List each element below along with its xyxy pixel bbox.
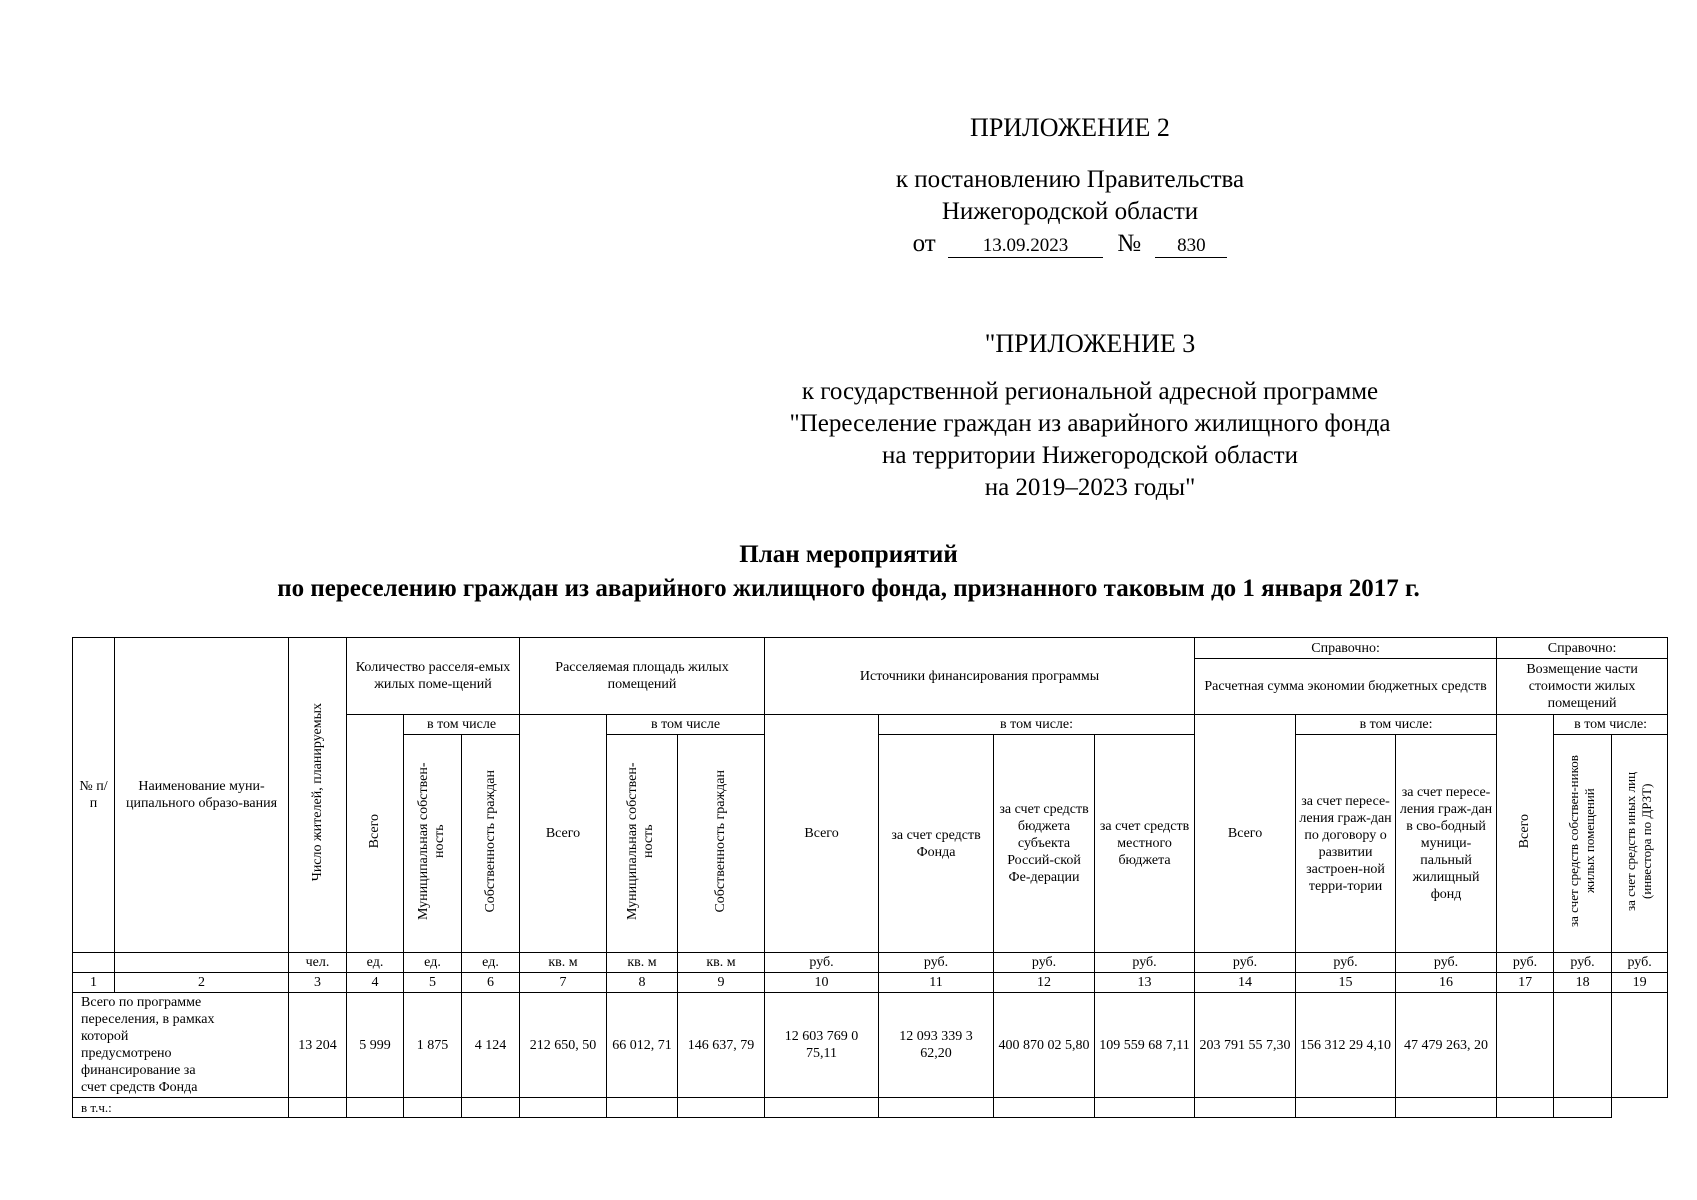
unit-cell: руб. <box>1095 953 1195 973</box>
col-number: 2 <box>115 973 289 993</box>
total-fin-subject: 400 870 02 5,80 <box>994 993 1095 1098</box>
title-line-2: по переселению граждан из аварийного жилищного фонда, признанного таковым до 1 января 2017 г. <box>277 575 1420 602</box>
header-fin-subject: за счет средств бюджета субъекта Россий-ской Фе-дерации <box>994 735 1095 953</box>
empty-cell <box>404 1098 462 1118</box>
total-area: 212 650, 50 <box>520 993 607 1098</box>
total-fin-local: 109 559 68 7,11 <box>1095 993 1195 1098</box>
date-prefix: от <box>912 230 936 257</box>
empty-cell <box>347 1098 404 1118</box>
header-area-incl: в том числе <box>607 715 765 735</box>
unit-cell: ед. <box>404 953 462 973</box>
unit-cell: кв. м <box>607 953 678 973</box>
unit-cell: руб. <box>1612 953 1668 973</box>
total-qty: 5 999 <box>347 993 404 1098</box>
program-line-3: на территории Нижегородской области <box>881 442 1298 469</box>
unit-cell: руб. <box>1396 953 1497 973</box>
unit-cell: руб. <box>879 953 994 973</box>
comp-others-label: за счет средств иных лиц (инвестора по ДРЗТ) <box>1622 771 1654 911</box>
total-area-cit: 146 637, 79 <box>678 993 765 1098</box>
area-mun-label: Муниципальная собствен-ность <box>625 762 656 920</box>
col-number: 10 <box>765 973 879 993</box>
decree-date-line <box>820 228 1320 260</box>
header-area-mun <box>607 735 678 953</box>
col-number: 6 <box>462 973 520 993</box>
col-number: 8 <box>607 973 678 993</box>
unit-cell <box>115 953 289 973</box>
unit-cell: чел. <box>289 953 347 973</box>
empty-cell <box>1396 1098 1497 1118</box>
header-area-group: Расселяемая площадь жилых помещений <box>520 638 765 715</box>
unit-cell: руб. <box>1296 953 1396 973</box>
col-number: 7 <box>520 973 607 993</box>
total-econ-free: 47 479 263, 20 <box>1396 993 1497 1098</box>
col-number: 19 <box>1612 973 1668 993</box>
program-line-2: "Переселение граждан из аварийного жилищного фонда <box>789 410 1391 437</box>
empty-cell <box>678 1098 765 1118</box>
col-number: 5 <box>404 973 462 993</box>
col-number: 3 <box>289 973 347 993</box>
header-financing-group: Источники финансирования программы <box>765 638 1195 715</box>
header-econ-incl: в том числе: <box>1296 715 1497 735</box>
comp-total-label: Всего <box>1517 813 1533 849</box>
header-qty-mun <box>404 735 462 953</box>
col-number: 16 <box>1396 973 1497 993</box>
unit-cell: руб. <box>994 953 1095 973</box>
empty-cell <box>1095 1098 1195 1118</box>
col-number: 15 <box>1296 973 1396 993</box>
header-compensation-group: Возмещение части стоимости жилых помещений <box>1497 659 1668 715</box>
col-number: 12 <box>994 973 1095 993</box>
empty-cell <box>994 1098 1095 1118</box>
total-econ-dev: 156 312 29 4,10 <box>1296 993 1396 1098</box>
unit-cell: руб. <box>1195 953 1296 973</box>
header-qty-group: Количество расселя-емых жилых поме-щений <box>347 638 520 715</box>
comp-owners-label: за счет средств собствен-ников жилых помещений <box>1565 755 1597 927</box>
total-comp-owners <box>1554 993 1612 1098</box>
empty-cell <box>765 1098 879 1118</box>
header-residents <box>289 638 347 953</box>
header-economy-group: Расчетная сумма экономии бюджетных средств <box>1195 659 1497 715</box>
header-area-total: Всего <box>520 715 607 953</box>
unit-cell: кв. м <box>678 953 765 973</box>
empty-cell <box>289 1098 347 1118</box>
qty-mun-label: Муниципальная собствен-ность <box>415 762 447 920</box>
unit-cell: кв. м <box>520 953 607 973</box>
column-numbers-row <box>73 973 1668 993</box>
total-comp <box>1497 993 1554 1098</box>
empty-cell <box>1296 1098 1396 1118</box>
unit-cell <box>73 953 115 973</box>
header-comp-others <box>1612 735 1668 953</box>
col-number: 17 <box>1497 973 1554 993</box>
col-number: 18 <box>1554 973 1612 993</box>
header-econ-free: за счет пересе-ления граж-дан в сво-бодный муници-пальный жилищный фонд <box>1396 735 1497 953</box>
document-title <box>100 538 1597 606</box>
header-qty-cit <box>462 735 520 953</box>
total-area-mun: 66 012, 71 <box>607 993 678 1098</box>
empty-cell <box>1554 1098 1612 1118</box>
header-area-cit <box>678 735 765 953</box>
total-residents: 13 204 <box>289 993 347 1098</box>
header-reference-1: Справочно: <box>1195 638 1497 659</box>
col-number: 1 <box>73 973 115 993</box>
total-row <box>73 993 1668 1098</box>
including-row-label: в т.ч.: <box>73 1098 289 1118</box>
unit-cell: ед. <box>462 953 520 973</box>
decree-number: 830 <box>1155 235 1227 258</box>
program-reference <box>720 376 1460 504</box>
total-row-label: Всего по программе переселения, в рамках которой предусмотрено финансирование за счет средств Фонда <box>73 993 289 1098</box>
total-econ: 203 791 55 7,30 <box>1195 993 1296 1098</box>
header-fin-local: за счет средств местного бюджета <box>1095 735 1195 953</box>
col-number: 9 <box>678 973 765 993</box>
header-econ-dev: за счет пересе-ления граж-дан по договору о развитии застроен-ной терри-тории <box>1296 735 1396 953</box>
appendix-2-heading: ПРИЛОЖЕНИЕ 2 <box>970 113 1170 142</box>
empty-cell <box>1195 1098 1296 1118</box>
total-qty-mun: 1 875 <box>404 993 462 1098</box>
area-cit-label: Собственность граждан <box>713 769 729 913</box>
residents-label: Число жителей, планируемых <box>309 703 325 882</box>
col-number: 11 <box>879 973 994 993</box>
including-row <box>73 1098 1668 1118</box>
unit-cell: ед. <box>347 953 404 973</box>
total-qty-cit: 4 124 <box>462 993 520 1098</box>
total-fin: 12 603 769 0 75,11 <box>765 993 879 1098</box>
header-reference-2: Справочно: <box>1497 638 1668 659</box>
units-row <box>73 953 1668 973</box>
empty-cell <box>462 1098 520 1118</box>
empty-cell <box>1497 1098 1554 1118</box>
qty-cit-label: Собственность граждан <box>482 769 498 913</box>
qty-total-label: Всего <box>367 813 382 849</box>
title-line-1: План мероприятий <box>739 541 958 568</box>
decree-line-1: к постановлению Правительства <box>895 166 1245 193</box>
col-number: 13 <box>1095 973 1195 993</box>
header-fin-total: Всего <box>765 715 879 953</box>
unit-cell: руб. <box>1554 953 1612 973</box>
header-econ-total: Всего <box>1195 715 1296 953</box>
plan-table <box>72 637 1668 1118</box>
header-fin-incl: в том числе: <box>879 715 1195 735</box>
header-comp-total <box>1497 715 1554 953</box>
decree-line-2: Нижегородской области <box>941 198 1199 225</box>
total-fin-fund: 12 093 339 3 62,20 <box>879 993 994 1098</box>
empty-cell <box>607 1098 678 1118</box>
decree-date: 13.09.2023 <box>948 235 1103 258</box>
number-sign: № <box>1117 230 1142 257</box>
unit-cell: руб. <box>1497 953 1554 973</box>
header-comp-incl: в том числе: <box>1554 715 1668 735</box>
header-qty-total <box>347 715 404 953</box>
total-comp-others <box>1612 993 1668 1098</box>
program-line-1: к государственной региональной адресной программе <box>801 378 1379 405</box>
header-comp-owners <box>1554 735 1612 953</box>
unit-cell: руб. <box>765 953 879 973</box>
appendix-3-heading: "ПРИЛОЖЕНИЕ 3 <box>984 329 1196 358</box>
header-num: № п/ п <box>73 638 115 953</box>
header-fin-fund: за счет средств Фонда <box>879 735 994 953</box>
decree-reference <box>820 164 1320 260</box>
col-number: 14 <box>1195 973 1296 993</box>
program-line-4: на 2019–2023 годы" <box>984 474 1196 501</box>
col-number: 4 <box>347 973 404 993</box>
header-municipality: Наименование муни-ципального образо-вания <box>115 638 289 953</box>
header-qty-incl: в том числе <box>404 715 520 735</box>
empty-cell <box>520 1098 607 1118</box>
empty-cell <box>879 1098 994 1118</box>
